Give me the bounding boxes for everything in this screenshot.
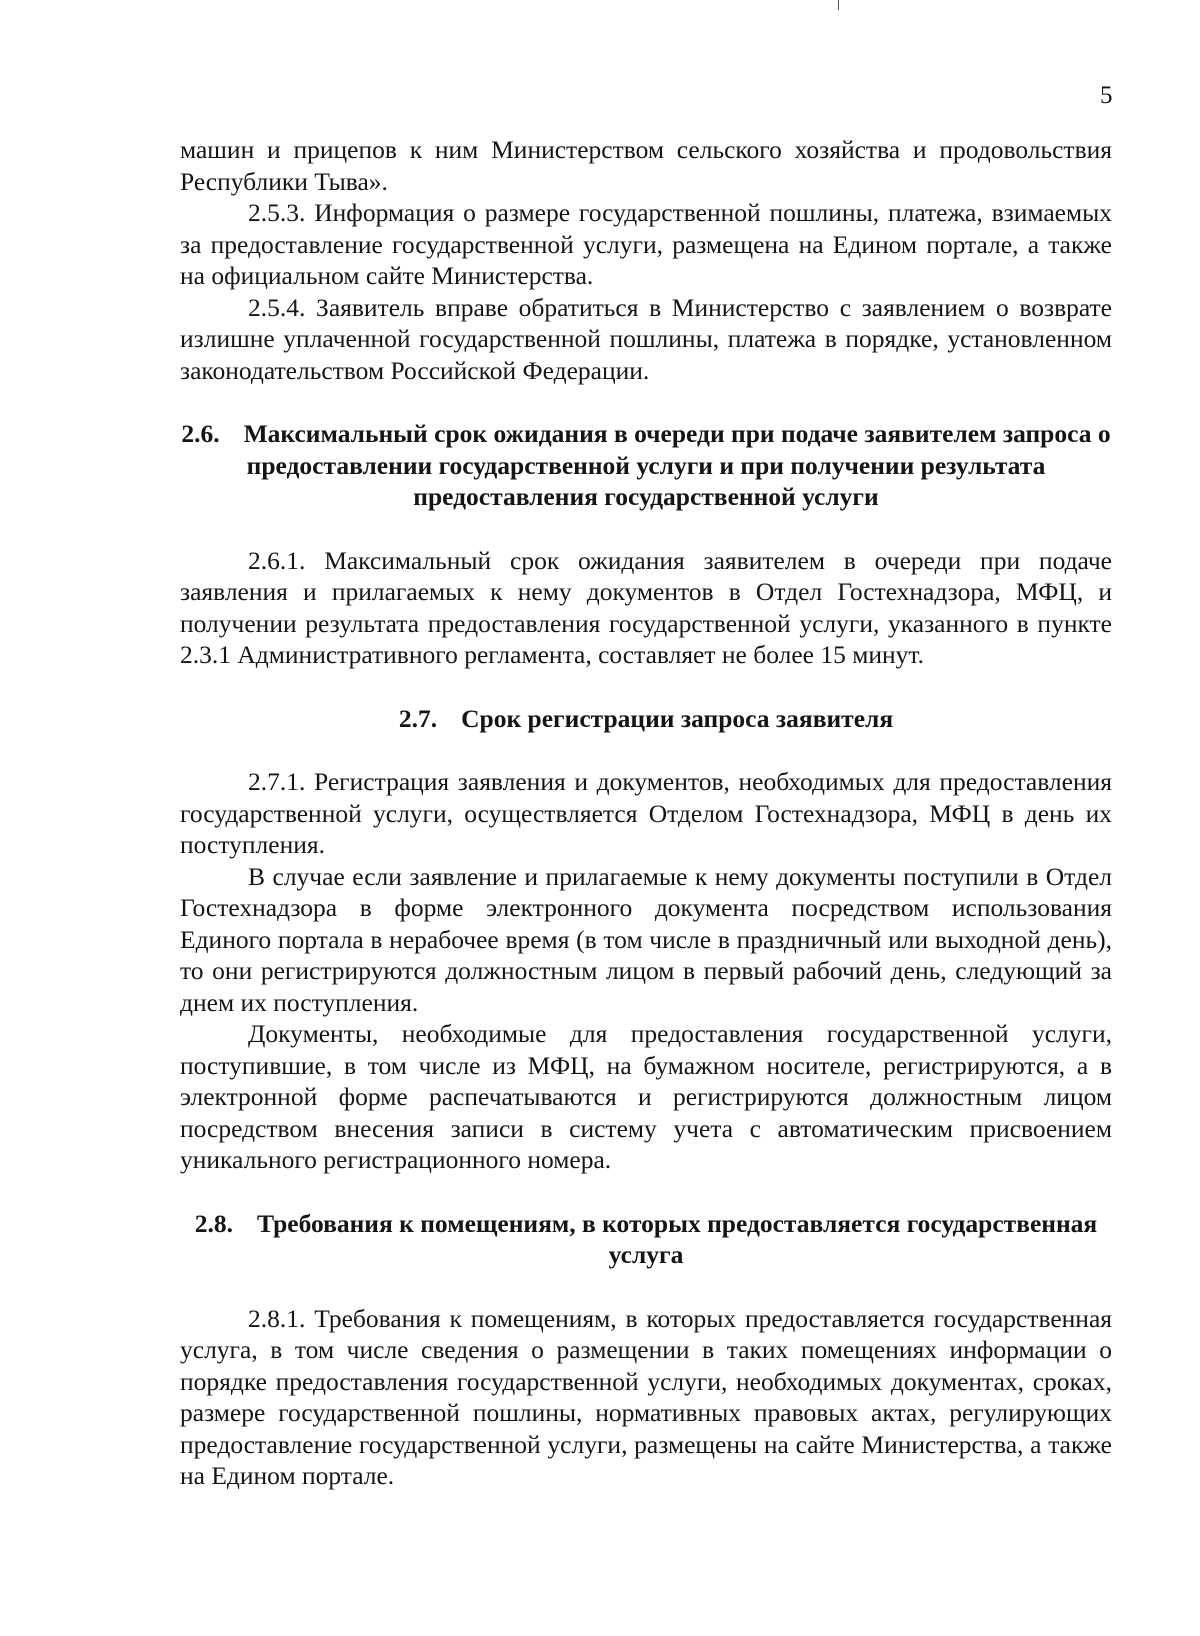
section-heading — [180, 1208, 1112, 1271]
section-number: 2.7. — [398, 703, 438, 733]
section-title: Срок регистрации запроса заявителя — [461, 703, 894, 733]
page-number: 5 — [1100, 82, 1113, 109]
section-title: Требования к помещениям, в которых предоставляется государственная услуга — [257, 1208, 1098, 1269]
section-heading — [180, 418, 1112, 513]
document-body — [180, 134, 1112, 1492]
paragraph: 2.6.1. Максимальный срок ожидания заявителем в очереди при подаче заявления и прилагаемых к нему документов в Отдел Гостехнадзора, МФЦ, и получении результата предоставления государственной услуги, указанного в пункте 2.3.1 Административного регламента, составляет не более 15 минут. — [180, 545, 1112, 669]
scan-mark — [838, 0, 839, 10]
paragraph: В случае если заявление и прилагаемые к нему документы поступили в Отдел Гостехнадзора в форме электронного документа посредством использования Единого портала в нерабочее время (в том числе в праздничный или выходной день), то они регистрируются должностным лицом в первый рабочий день, следующий за днем их поступления. — [180, 861, 1112, 1017]
section-number: 2.6. — [181, 419, 220, 448]
paragraph: 2.5.4. Заявитель вправе обратиться в Министерство с заявлением о возврате излишне уплаченной государственной пошлины, платежа в порядке, установленном законодательством Российской Федерации. — [180, 292, 1112, 385]
paragraph: 2.5.3. Информация о размере государственной пошлины, платежа, взимаемых за предоставление государственной услуги, размещена на Едином портале, а также на официальном сайте Министерства. — [180, 198, 1112, 290]
paragraph: 2.8.1. Требования к помещениям, в которых предоставляется государственная услуга, в том числе сведения о размещении в таких помещениях информации о порядке предоставления государственной услуги, необходимых документах, сроках, размере государственной пошлины, нормативных правовых актах, регулирующих предоставление государственной услуги, размещены на сайте Министерства, а также на Едином портале. — [180, 1303, 1112, 1490]
section-heading — [180, 703, 1112, 735]
paragraph: Документы, необходимые для предоставления государственной услуги, поступившие, в том числе из МФЦ, на бумажном носителе, регистрируются, а в электронной форме распечатываются и регистрируются должностным лицом посредством внесения записи в систему учета с автоматическим присвоением уникального регистрационного номера. — [180, 1019, 1112, 1174]
section-title: Максимальный срок ожидания в очереди при подаче заявителем запроса о предоставлении государственной услуги и при получении результата предоставления государственной услуги — [243, 419, 1111, 511]
paragraph: машин и прицепов к ним Министерством сельского хозяйства и продовольствия Республики Тыва». — [180, 135, 1112, 196]
section-number: 2.8. — [194, 1208, 234, 1238]
paragraph: 2.7.1. Регистрация заявления и документов, необходимых для предоставления государственной услуги, осуществляется Отделом Гостехнадзора, МФЦ в день их поступления. — [180, 767, 1112, 859]
